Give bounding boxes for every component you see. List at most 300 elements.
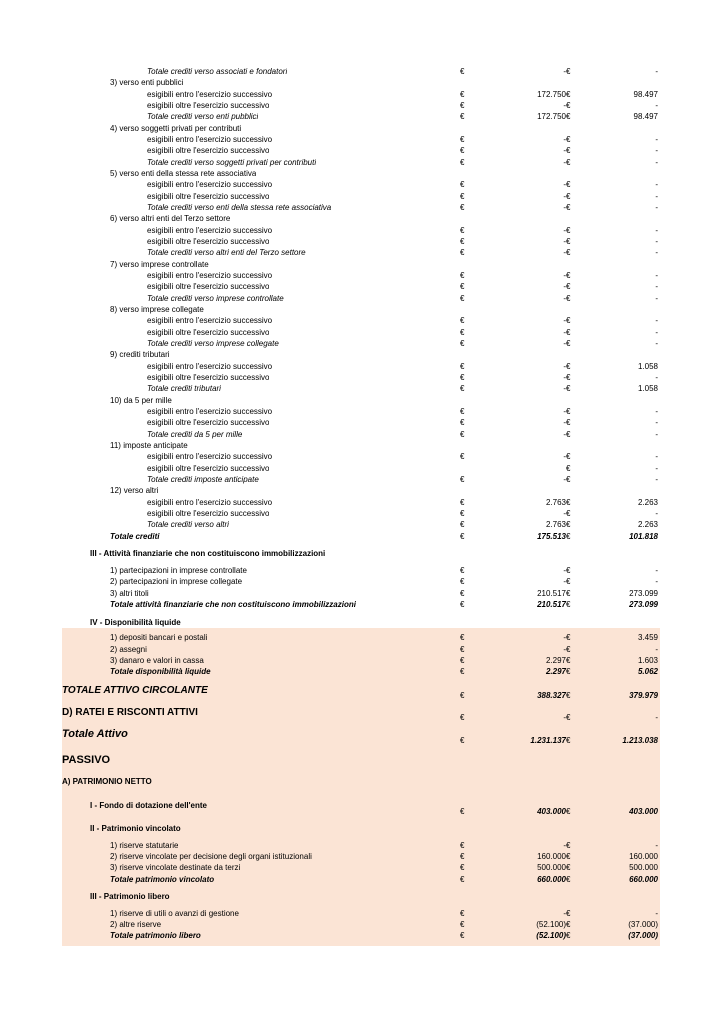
value-previous-year: - <box>655 180 658 189</box>
row-label: esigibili entro l'esercizio successivo <box>147 407 273 416</box>
value-previous-year: - <box>655 203 658 212</box>
euro-symbol-current: € <box>460 67 465 76</box>
table-row <box>0 497 724 508</box>
euro-symbol-previous: € <box>566 464 571 473</box>
value-previous-year: - <box>655 237 658 246</box>
euro-symbol-current: € <box>460 237 465 246</box>
value-previous-year: - <box>655 192 658 201</box>
euro-symbol-current: € <box>460 931 465 940</box>
row-label: II - Patrimonio vincolato <box>90 824 181 833</box>
euro-symbol-previous: € <box>566 452 571 461</box>
row-label: 2) partecipazioni in imprese collegate <box>110 577 243 586</box>
value-previous-year: (37.000) <box>628 920 658 929</box>
euro-symbol-previous: € <box>566 418 571 427</box>
euro-symbol-previous: € <box>566 146 571 155</box>
table-row <box>0 735 724 746</box>
table-row <box>0 823 724 834</box>
value-previous-year: 2.263 <box>637 520 658 529</box>
value-previous-year: (37.000) <box>628 931 658 940</box>
row-label: 9) crediti tributari <box>110 350 170 359</box>
value-current-year: - <box>563 645 566 654</box>
euro-symbol-current: € <box>460 135 465 144</box>
euro-symbol-current: € <box>460 667 465 676</box>
euro-symbol-previous: € <box>566 282 571 291</box>
value-current-year: - <box>563 237 566 246</box>
euro-symbol-current: € <box>460 407 465 416</box>
value-current-year: - <box>563 294 566 303</box>
value-current-year: - <box>563 713 566 722</box>
value-current-year: - <box>563 430 566 439</box>
euro-symbol-previous: € <box>566 328 571 337</box>
table-row <box>0 395 724 406</box>
euro-symbol-current: € <box>460 852 465 861</box>
table-row <box>0 617 724 628</box>
row-label: Totale crediti tributari <box>147 384 221 393</box>
value-current-year: - <box>563 282 566 291</box>
table-row <box>0 463 724 474</box>
value-previous-year: - <box>655 158 658 167</box>
value-current-year: - <box>563 362 566 371</box>
table-row <box>0 755 724 766</box>
value-previous-year: - <box>655 282 658 291</box>
euro-symbol-previous: € <box>566 498 571 507</box>
row-label: esigibili entro l'esercizio successivo <box>147 180 273 189</box>
euro-symbol-current: € <box>460 736 465 745</box>
euro-symbol-previous: € <box>566 566 571 575</box>
table-row <box>0 349 724 360</box>
euro-symbol-previous: € <box>566 101 571 110</box>
table-row <box>0 474 724 485</box>
row-label: 3) danaro e valori in cassa <box>110 656 204 665</box>
value-current-year: - <box>563 841 566 850</box>
value-previous-year: - <box>655 713 658 722</box>
value-current-year: - <box>563 566 566 575</box>
euro-symbol-current: € <box>460 192 465 201</box>
table-row <box>0 930 724 941</box>
table-row <box>0 891 724 902</box>
euro-symbol-current: € <box>460 498 465 507</box>
value-previous-year: 1.603 <box>637 656 658 665</box>
euro-symbol-current: € <box>460 589 465 598</box>
euro-symbol-previous: € <box>566 645 571 654</box>
value-current-year: - <box>563 475 566 484</box>
row-label: 1) riserve statutarie <box>110 841 179 850</box>
row-label: Totale crediti verso enti della stessa rete associativa <box>147 203 332 212</box>
row-label: 1) partecipazioni in imprese controllate <box>110 566 247 575</box>
value-current-year: 2.297 <box>545 667 566 676</box>
row-label: esigibili oltre l'esercizio successivo <box>147 373 270 382</box>
table-row <box>0 327 724 338</box>
row-label: Totale disponibilità liquide <box>110 667 211 676</box>
row-label: esigibili oltre l'esercizio successivo <box>147 237 270 246</box>
euro-symbol-previous: € <box>566 633 571 642</box>
row-label: Totale Attivo <box>62 729 128 740</box>
table-row <box>0 440 724 451</box>
euro-symbol-previous: € <box>566 430 571 439</box>
table-row <box>0 806 724 817</box>
euro-symbol-previous: € <box>566 248 571 257</box>
table-row <box>0 111 724 122</box>
euro-symbol-previous: € <box>566 384 571 393</box>
value-current-year: - <box>563 328 566 337</box>
row-label: esigibili oltre l'esercizio successivo <box>147 464 270 473</box>
value-current-year: - <box>563 407 566 416</box>
value-current-year: 2.297 <box>545 656 566 665</box>
row-label: 12) verso altri <box>110 486 159 495</box>
euro-symbol-previous: € <box>566 875 571 884</box>
euro-symbol-current: € <box>460 339 465 348</box>
table-row <box>0 851 724 862</box>
value-current-year: - <box>563 316 566 325</box>
value-current-year: - <box>563 248 566 257</box>
euro-symbol-previous: € <box>566 192 571 201</box>
row-label: Totale crediti verso enti pubblici <box>147 112 259 121</box>
table-row <box>0 293 724 304</box>
value-previous-year: 98.497 <box>633 112 658 121</box>
row-label: I - Fondo di dotazione dell'ente <box>90 801 208 810</box>
row-label: 3) riserve vincolate destinate da terzi <box>110 863 241 872</box>
row-label: esigibili entro l'esercizio successivo <box>147 498 273 507</box>
row-label: esigibili oltre l'esercizio successivo <box>147 509 270 518</box>
row-label: 6) verso altri enti del Terzo settore <box>110 214 231 223</box>
value-previous-year: - <box>655 135 658 144</box>
value-previous-year: 3.459 <box>637 633 658 642</box>
row-label: esigibili oltre l'esercizio successivo <box>147 192 270 201</box>
row-label: Totale crediti <box>110 532 160 541</box>
row-label: esigibili entro l'esercizio successivo <box>147 362 273 371</box>
euro-symbol-current: € <box>460 226 465 235</box>
euro-symbol-current: € <box>460 248 465 257</box>
row-label: esigibili oltre l'esercizio successivo <box>147 328 270 337</box>
value-current-year: - <box>563 203 566 212</box>
euro-symbol-previous: € <box>566 135 571 144</box>
euro-symbol-current: € <box>460 909 465 918</box>
row-label: 2) riserve vincolate per decisione degli organi istituzionali <box>110 852 312 861</box>
table-row <box>0 134 724 145</box>
row-label: 3) altri titoli <box>110 589 149 598</box>
row-label: esigibili entro l'esercizio successivo <box>147 452 273 461</box>
value-current-year: 175.513 <box>537 532 566 541</box>
value-previous-year: - <box>655 373 658 382</box>
euro-symbol-previous: € <box>566 509 571 518</box>
value-previous-year: - <box>655 146 658 155</box>
euro-symbol-previous: € <box>566 158 571 167</box>
value-current-year: 388.327 <box>537 691 566 700</box>
row-label: Totale crediti verso imprese controllate <box>147 294 284 303</box>
value-current-year: 160.000 <box>537 852 566 861</box>
value-current-year: - <box>563 509 566 518</box>
table-row <box>0 776 724 787</box>
value-current-year: - <box>563 909 566 918</box>
table-row <box>0 77 724 88</box>
value-current-year: 172.750 <box>537 112 566 121</box>
row-label: Totale crediti verso altri <box>147 520 229 529</box>
euro-symbol-previous: € <box>566 589 571 598</box>
euro-symbol-previous: € <box>566 713 571 722</box>
euro-symbol-current: € <box>460 294 465 303</box>
euro-symbol-current: € <box>460 158 465 167</box>
euro-symbol-previous: € <box>566 863 571 872</box>
row-label: esigibili entro l'esercizio successivo <box>147 316 273 325</box>
euro-symbol-previous: € <box>566 203 571 212</box>
table-row <box>0 519 724 530</box>
row-label: 3) verso enti pubblici <box>110 78 184 87</box>
euro-symbol-previous: € <box>566 294 571 303</box>
table-row <box>0 270 724 281</box>
row-label: 4) verso soggetti privati per contributi <box>110 124 242 133</box>
value-previous-year: 1.213.038 <box>622 736 658 745</box>
euro-symbol-previous: € <box>566 226 571 235</box>
euro-symbol-previous: € <box>566 339 571 348</box>
euro-symbol-previous: € <box>566 909 571 918</box>
value-previous-year: - <box>655 101 658 110</box>
euro-symbol-current: € <box>460 807 465 816</box>
euro-symbol-previous: € <box>566 237 571 246</box>
value-previous-year: - <box>655 841 658 850</box>
value-previous-year: 379.979 <box>629 691 658 700</box>
euro-symbol-previous: € <box>566 373 571 382</box>
value-current-year: - <box>563 452 566 461</box>
value-current-year: 2.763 <box>545 520 566 529</box>
euro-symbol-previous: € <box>566 736 571 745</box>
euro-symbol-current: € <box>460 532 465 541</box>
value-current-year: - <box>563 271 566 280</box>
euro-symbol-current: € <box>460 691 465 700</box>
euro-symbol-previous: € <box>566 852 571 861</box>
value-current-year: - <box>563 135 566 144</box>
row-label: Totale crediti verso associati e fondatori <box>147 67 288 76</box>
euro-symbol-current: € <box>460 180 465 189</box>
table-row <box>0 259 724 270</box>
value-current-year: - <box>563 339 566 348</box>
value-current-year: - <box>563 158 566 167</box>
value-previous-year: - <box>655 328 658 337</box>
value-previous-year: 98.497 <box>633 90 658 99</box>
value-previous-year: - <box>655 509 658 518</box>
table-row <box>0 531 724 542</box>
row-label: Totale crediti verso altri enti del Terzo settore <box>147 248 306 257</box>
table-row <box>0 304 724 315</box>
euro-symbol-current: € <box>460 841 465 850</box>
value-previous-year: 500.000 <box>629 863 658 872</box>
value-previous-year: 1.058 <box>637 362 658 371</box>
table-row <box>0 548 724 559</box>
row-label: 5) verso enti della stessa rete associativa <box>110 169 257 178</box>
value-current-year: - <box>563 418 566 427</box>
euro-symbol-current: € <box>460 328 465 337</box>
row-label: esigibili oltre l'esercizio successivo <box>147 418 270 427</box>
table-row <box>0 338 724 349</box>
row-label: esigibili oltre l'esercizio successivo <box>147 282 270 291</box>
euro-symbol-current: € <box>460 656 465 665</box>
value-current-year: 210.517 <box>537 600 566 609</box>
euro-symbol-current: € <box>460 645 465 654</box>
euro-symbol-previous: € <box>566 112 571 121</box>
euro-symbol-previous: € <box>566 656 571 665</box>
value-previous-year: - <box>655 909 658 918</box>
table-row <box>0 236 724 247</box>
value-previous-year: - <box>655 464 658 473</box>
row-label: 7) verso imprese controllate <box>110 260 209 269</box>
value-previous-year: - <box>655 475 658 484</box>
euro-symbol-previous: € <box>566 600 571 609</box>
euro-symbol-previous: € <box>566 532 571 541</box>
table-row <box>0 690 724 701</box>
value-previous-year: 1.058 <box>637 384 658 393</box>
euro-symbol-previous: € <box>566 407 571 416</box>
value-previous-year: - <box>655 566 658 575</box>
value-current-year: 172.750 <box>537 90 566 99</box>
value-current-year: - <box>563 180 566 189</box>
value-current-year: - <box>563 226 566 235</box>
row-label: Totale patrimonio libero <box>110 931 201 940</box>
table-row <box>0 417 724 428</box>
value-previous-year: - <box>655 452 658 461</box>
value-previous-year: 660.000 <box>629 875 658 884</box>
table-row <box>0 919 724 930</box>
euro-symbol-current: € <box>460 713 465 722</box>
value-current-year: (52.100) <box>536 931 566 940</box>
euro-symbol-current: € <box>460 430 465 439</box>
euro-symbol-current: € <box>460 600 465 609</box>
euro-symbol-current: € <box>460 373 465 382</box>
value-previous-year: - <box>655 248 658 257</box>
row-label: esigibili oltre l'esercizio successivo <box>147 101 270 110</box>
row-label: III - Attività finanziarie che non costituiscono immobilizzazioni <box>90 549 326 558</box>
table-row <box>0 485 724 496</box>
euro-symbol-current: € <box>460 418 465 427</box>
euro-symbol-previous: € <box>566 362 571 371</box>
table-row <box>0 406 724 417</box>
table-row <box>0 666 724 677</box>
row-label: esigibili entro l'esercizio successivo <box>147 90 273 99</box>
value-current-year: - <box>563 67 566 76</box>
row-label: esigibili entro l'esercizio successivo <box>147 226 273 235</box>
row-label: A) PATRIMONIO NETTO <box>62 777 152 786</box>
table-row <box>0 213 724 224</box>
table-row <box>0 100 724 111</box>
table-row <box>0 565 724 576</box>
table-row <box>0 451 724 462</box>
value-current-year: 403.000 <box>537 807 566 816</box>
value-current-year: - <box>563 384 566 393</box>
value-previous-year: 5.062 <box>637 667 658 676</box>
value-previous-year: 273.099 <box>629 600 658 609</box>
euro-symbol-current: € <box>460 203 465 212</box>
value-previous-year: - <box>655 294 658 303</box>
table-row <box>0 908 724 919</box>
euro-symbol-previous: € <box>566 931 571 940</box>
row-label: 2) altre riserve <box>110 920 162 929</box>
euro-symbol-previous: € <box>566 90 571 99</box>
value-current-year: - <box>563 373 566 382</box>
table-row <box>0 145 724 156</box>
value-current-year: 500.000 <box>537 863 566 872</box>
table-row <box>0 599 724 610</box>
value-previous-year: - <box>655 430 658 439</box>
table-row <box>0 588 724 599</box>
euro-symbol-previous: € <box>566 841 571 850</box>
table-row <box>0 372 724 383</box>
euro-symbol-current: € <box>460 362 465 371</box>
row-label: Totale crediti verso imprese collegate <box>147 339 279 348</box>
euro-symbol-current: € <box>460 112 465 121</box>
table-row <box>0 168 724 179</box>
euro-symbol-current: € <box>460 863 465 872</box>
euro-symbol-current: € <box>460 520 465 529</box>
table-row <box>0 712 724 723</box>
value-previous-year: 273.099 <box>629 589 658 598</box>
value-previous-year: 101.818 <box>629 532 658 541</box>
row-label: Totale crediti da 5 per mille <box>147 430 243 439</box>
euro-symbol-previous: € <box>566 180 571 189</box>
euro-symbol-previous: € <box>566 520 571 529</box>
table-row <box>0 202 724 213</box>
row-label: 11) imposte anticipate <box>110 441 188 450</box>
table-row <box>0 157 724 168</box>
table-row <box>0 123 724 134</box>
row-label: D) RATEI E RISCONTI ATTIVI <box>62 707 198 718</box>
euro-symbol-current: € <box>460 101 465 110</box>
row-label: 8) verso imprese collegate <box>110 305 204 314</box>
value-previous-year: 403.000 <box>629 807 658 816</box>
euro-symbol-previous: € <box>566 316 571 325</box>
row-label: IV - Disponibilità liquide <box>90 618 181 627</box>
euro-symbol-previous: € <box>566 271 571 280</box>
value-current-year: 660.000 <box>537 875 566 884</box>
value-previous-year: - <box>655 339 658 348</box>
table-row <box>0 66 724 77</box>
value-previous-year: - <box>655 645 658 654</box>
value-previous-year: - <box>655 67 658 76</box>
row-label: Totale crediti imposte anticipate <box>147 475 259 484</box>
euro-symbol-current: € <box>460 384 465 393</box>
table-row <box>0 840 724 851</box>
value-current-year: (52.100) <box>536 920 566 929</box>
table-row <box>0 179 724 190</box>
table-row <box>0 315 724 326</box>
value-previous-year: - <box>655 316 658 325</box>
euro-symbol-current: € <box>460 920 465 929</box>
euro-symbol-previous: € <box>566 475 571 484</box>
row-label: 1) riserve di utili o avanzi di gestione <box>110 909 239 918</box>
table-row <box>0 508 724 519</box>
value-previous-year: 2.263 <box>637 498 658 507</box>
table-row <box>0 361 724 372</box>
value-current-year: - <box>563 577 566 586</box>
table-row <box>0 225 724 236</box>
euro-symbol-previous: € <box>566 691 571 700</box>
value-current-year: - <box>563 192 566 201</box>
euro-symbol-current: € <box>460 577 465 586</box>
value-current-year: 1.231.137 <box>530 736 566 745</box>
row-label: PASSIVO <box>62 755 111 766</box>
value-previous-year: - <box>655 577 658 586</box>
euro-symbol-current: € <box>460 509 465 518</box>
value-previous-year: - <box>655 271 658 280</box>
table-row <box>0 383 724 394</box>
table-row <box>0 655 724 666</box>
row-label: TOTALE ATTIVO CIRCOLANTE <box>62 685 208 696</box>
euro-symbol-current: € <box>460 282 465 291</box>
row-label: III - Patrimonio libero <box>90 892 170 901</box>
row-label: Totale crediti verso soggetti privati per contributi <box>147 158 317 167</box>
table-row <box>0 89 724 100</box>
row-label: 1) depositi bancari e postali <box>110 633 208 642</box>
row-label: Totale attività finanziarie che non costituiscono immobilizzazioni <box>110 600 356 609</box>
euro-symbol-previous: € <box>566 67 571 76</box>
euro-symbol-current: € <box>460 875 465 884</box>
